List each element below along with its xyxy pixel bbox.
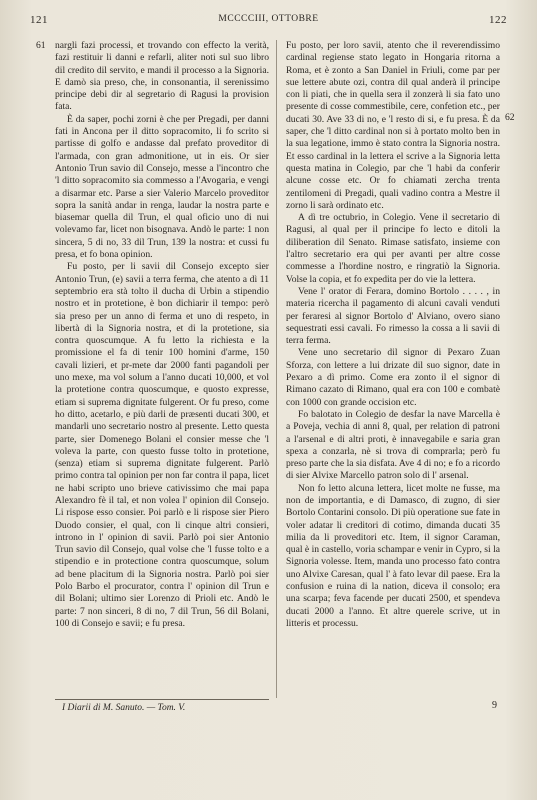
running-title: MCCCCIII, OTTOBRE [218,14,319,24]
paragraph: Fu posto, per li savii dil Consejo excepto sier Antonio Trun, (e) savii a terra ferma, che atento a dì 11 septembrio era stà tolto il ducha di Urbin a stipendio nostro et in protetione, è bon dichiarir il tempo: però sia preso per un anno di ferma et uno di respeto, in libertà di la Signoria nostra, et di la protetione, sia contra quoscumque. A fu letto la richiesta e la promissione el fa di tenir 100 homini d'arme, 150 cavali lizieri, et pr-mete dar 2000 fanti pagandoli per uno mexe, ma vol solum a l'anno ducati 10,000, et vol la protetione contra quoscumque, e quosto expresse, etiam si suprema dignitate fulgerent. Or fu preso, come ho ditto, acetarlo, e più darli de præsenti ducati 300, et mandarli uno secretario nostro al presente. Letto questa parte, sier Domenego Bolani el consier messe che 'l voleva la parte, con questo fusse tolto in protetione, (senza) etiam si suprema dignitate fulgerent. Parlò primo contra tal opinion per non far contra il papa, licet ne habi scripto uno brieve cativissimo che mai papa Alexandro fè il tal, et non volea l' opinion dil Consejo. Li rispose esso consier. Poi parlò e li rispose sier Piero Duodo consier, el qual, con li cinque altri consieri, introno in l' opinion di savii. Parlò poi sier Antonio Trun savio dil Consejo, qual volse che 'l fusse tolto e a stipendio e in protectione contra quoscumque, solum ad bene placitum di la Signoria nostra. Parlò poi sier Polo Barbo el procurator, contra l' opinion dil Trun e dil Bolani; ultimo sier Lorenzo di Prioli etc. Andò le parte: 7 non sinceri, 8 di no, 7 dil Trun, 56 dil Bolani, 100 di Consejo e savii; e fu presa. [55,261,269,629]
left-column [55,40,269,630]
paragraph: A dì tre octubrio, in Colegio. Vene il secretario di Ragusi, al qual per il principe fo lecto e ditoli la diliberation dil Senato. Rimase satisfato, insieme con l'altro secretario era qui per avanti per altre cosse commesse a l'hordine nostro, e ringratiò la Signoria. Volse la copia, et fo expedita per do vie la lettera. [286,212,500,285]
paragraph: Fo balotato in Colegio de desfar la nave Marcella è a Poveja, vechia di anni 8, qual, per relation di patroni a l'arsenal e di altri proti, è innavegabile e saria gran spexa a conzarla, nè si trova di comprarla; però fu preso parte che la sia disfata. Ave 4 di no; e fo a ricordo di sier Alvixe Marcello patron solo di l' arsenal. [286,408,500,482]
signature-mark: 9 [492,700,497,711]
paragraph: Vene l' orator di Ferara, domino Bortolo . . . . , in materia ricercha il pagamento di alcuni cavali venduti per feraresi al signor Bortolo d' Alviano, overo siano sequestrati essi cavali. Fo rimesso la cossa a li savii di terra ferma. [286,285,500,347]
paragraph: Vene uno secretario dil signor di Pexaro Zuan Sforza, con lettere a lui drizate dil suo signor, date in Pexaro a dì primo. Come era zonto il el signor di Rimano cazato di Rimano, qual era con 100 e combatè con 1000 con grande occision etc. [286,347,500,408]
paragraph: nargli fazi processi, et trovando con effecto la verità, fazi restituir li danni e refarli, aliter noti sul suo libro dil credito dil servito, e mandi il processo a la Signoria. E damò sia preso, che, in consonantia, il serenissimo principe debi dir al segretario di Ragusi la provision fata. [55,40,269,113]
right-column [286,40,500,630]
paragraph: Fu posto, per loro savii, atento che il reverendissimo cardinal regiense stato legato in Hongaria ritorna a Roma, et è zonto a San Daniel in Friuli, come par per sue lettere abute ozi, contra dil qual anderà il principe con li piati, che in quella sera il zonzerà li sia fato uno presente di cosse commestibile, cere, confetion etc., per ducati 30. Ave 33 di no, e 'l resto di si, e fu presa. È da saper, che 'l ditto cardinal non si à portato molto ben in la sua legatione, immo è stato contra la Signoria nostra. Et esso cardinal in la lettera el scrive a la Signoria letta questa matina in Colegio, par che 'l habi da conferir alcune cosse etc. Or fo chiamati zercha trenta zentilomeni di Pregadi, quali vadino contra a Mestre il zorno li sarà ordinato etc. [286,40,500,211]
line-number-right: 62 [505,112,515,123]
line-number-left: 61 [36,40,46,51]
paragraph: Non fo letto alcuna lettera, licet molte ne fusse, ma non de importantia, e di Damasco, di zugno, di sier Bortolo Contarini consolo. Di più operatione sue fate in voler adatar li creditori di cotimo, dimanda ducati 35 milia da li proveditori etc. Item, il signor Caraman, qual è in castello, voria schampar e venir in Cypro, si la Signoria volesse. Item, manda uno processo fato contra uno Alvixe Caresan, qual l' à fato levar dil paese. Era la confusion e ruina di la nation, diceva il consolo; era una scarpa; feva facende per ducati 2500, et spendeva ducati 2000 a l'anno. Et altre querele scrive, ut in litteris et processu. [286,482,500,629]
page-number-right: 122 [489,14,507,26]
footer-text: I Diarii di M. Sanuto. — Tom. V. [62,703,186,713]
paragraph: È da saper, pochi zorni è che per Pregadi, per danni fati in Ancona per il ditto sopracomito, li fo scrito si partisse di golfo e andasse dal prefato proveditor di l'armada, con gran admonitione, ut in eis. Or sier Antonio Trun savio dil Consejo, messe a l'incontro che 'l ditto sopracomito sia commesso a l'Avogaria, e vengi a disarmar etc. Parse a sier Valerio Marcelo proveditor sopra la sanità andar in renga, laudar la nostra parte e biasemar quella dil Trun, el qual oficio uno di nui volevamo far, licet non bisognava. Andò le parte: 1 non sincera, 5 di no, 33 dil Trun, 139 la nostra: et cussi fu presa, et fo bona opinion. [55,113,269,261]
column-divider [276,40,277,698]
page-number-left: 121 [30,14,48,26]
footer-rule [55,699,269,700]
page-header [30,14,507,30]
